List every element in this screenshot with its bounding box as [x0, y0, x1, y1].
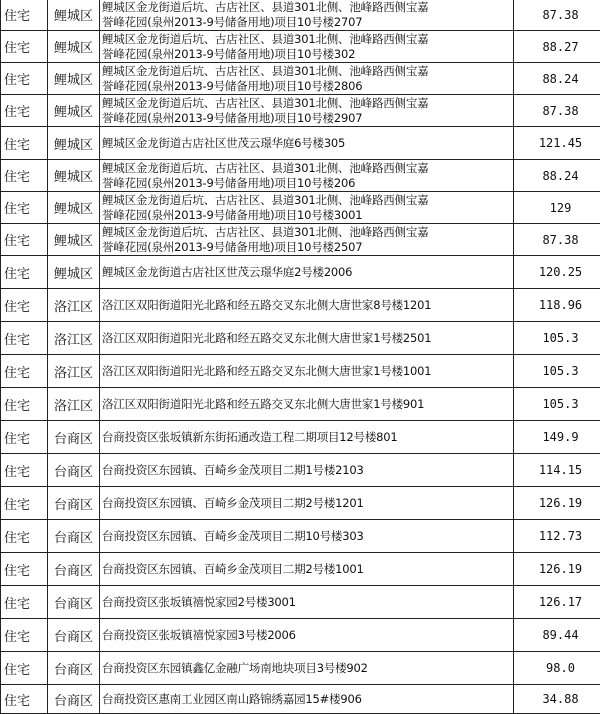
cell-address [100, 322, 514, 355]
cell-type: 住宅 [1, 652, 48, 685]
cell-district: 洛江区 [48, 289, 100, 322]
cell-district: 台商区 [48, 685, 100, 714]
cell-type: 住宅 [1, 586, 48, 619]
table-row [1, 160, 600, 192]
address-line: 誉峰花园(泉州2013-9号储备用地)项目10号楼2507 [102, 240, 513, 255]
cell-area: 88.27 [514, 31, 600, 63]
cell-type: 住宅 [1, 256, 48, 289]
table-row [1, 454, 600, 487]
address-line: 誉峰花园(泉州2013-9号储备用地)项目10号楼2907 [102, 111, 513, 126]
table-row [1, 322, 600, 355]
cell-address [100, 0, 514, 31]
cell-address [100, 553, 514, 586]
cell-type: 住宅 [1, 95, 48, 127]
listing-table-body [1, 0, 600, 714]
cell-address [100, 31, 514, 63]
address-line: 鲤城区金龙街道后坑、古店社区、县道301北侧、池峰路西侧宝嘉 [102, 64, 513, 79]
cell-district: 台商区 [48, 520, 100, 553]
cell-area: 88.24 [514, 63, 600, 95]
address-line: 台商投资区张坂镇新东街拓通改造工程二期项目12号楼801 [102, 430, 513, 445]
cell-type: 住宅 [1, 520, 48, 553]
cell-address [100, 192, 514, 224]
table-row [1, 256, 600, 289]
cell-district: 台商区 [48, 586, 100, 619]
cell-address [100, 388, 514, 421]
cell-address [100, 520, 514, 553]
address-line: 台商投资区东园镇、百崎乡金茂项目二期10号楼303 [102, 529, 513, 544]
address-line: 誉峰花园(泉州2013-9号储备用地)项目10号楼2806 [102, 79, 513, 94]
cell-type: 住宅 [1, 224, 48, 256]
cell-type: 住宅 [1, 160, 48, 192]
table-row [1, 520, 600, 553]
table-row [1, 224, 600, 256]
cell-area: 129 [514, 192, 600, 224]
cell-district: 洛江区 [48, 322, 100, 355]
address-line: 台商投资区东园镇、百崎乡金茂项目二期2号楼1201 [102, 496, 513, 511]
cell-address [100, 586, 514, 619]
address-line: 鲤城区金龙街道后坑、古店社区、县道301北侧、池峰路西侧宝嘉 [102, 96, 513, 111]
cell-district: 洛江区 [48, 355, 100, 388]
cell-type: 住宅 [1, 553, 48, 586]
table-row [1, 553, 600, 586]
cell-type: 住宅 [1, 421, 48, 454]
cell-district: 鲤城区 [48, 192, 100, 224]
cell-area: 87.38 [514, 0, 600, 31]
cell-area: 126.19 [514, 553, 600, 586]
table-row [1, 619, 600, 652]
table-row [1, 127, 600, 160]
address-line: 洛江区双阳街道阳光北路和经五路交叉东北侧大唐世家1号楼901 [102, 397, 513, 412]
cell-area: 114.15 [514, 454, 600, 487]
address-line: 鲤城区金龙街道古店社区世茂云璟华庭2号楼2006 [102, 265, 513, 280]
cell-area: 88.24 [514, 160, 600, 192]
table-row [1, 31, 600, 63]
cell-type: 住宅 [1, 685, 48, 714]
address-line: 洛江区双阳街道阳光北路和经五路交叉东北侧大唐世家1号楼1001 [102, 364, 513, 379]
table-row [1, 95, 600, 127]
cell-district: 鲤城区 [48, 256, 100, 289]
cell-area: 149.9 [514, 421, 600, 454]
cell-district: 台商区 [48, 553, 100, 586]
cell-district: 台商区 [48, 619, 100, 652]
address-line: 洛江区双阳街道阳光北路和经五路交叉东北侧大唐世家1号楼2501 [102, 331, 513, 346]
cell-type: 住宅 [1, 31, 48, 63]
cell-type: 住宅 [1, 388, 48, 421]
cell-district: 鲤城区 [48, 160, 100, 192]
table-row [1, 388, 600, 421]
cell-type: 住宅 [1, 289, 48, 322]
address-line: 鲤城区金龙街道后坑、古店社区、县道301北侧、池峰路西侧宝嘉 [102, 225, 513, 240]
cell-area: 98.0 [514, 652, 600, 685]
cell-district: 洛江区 [48, 388, 100, 421]
cell-address [100, 619, 514, 652]
address-line: 台商投资区张坂镇禧悦家园2号楼3001 [102, 595, 513, 610]
cell-address [100, 421, 514, 454]
cell-type: 住宅 [1, 127, 48, 160]
cell-district: 鲤城区 [48, 127, 100, 160]
address-line: 台商投资区惠南工业园区南山路锦绣嘉园15#楼906 [102, 692, 513, 707]
cell-area: 126.17 [514, 586, 600, 619]
cell-type: 住宅 [1, 322, 48, 355]
address-line: 鲤城区金龙街道古店社区世茂云璟华庭6号楼305 [102, 136, 513, 151]
cell-area: 105.3 [514, 322, 600, 355]
cell-address [100, 127, 514, 160]
cell-address [100, 160, 514, 192]
cell-area: 126.19 [514, 487, 600, 520]
table-row [1, 0, 600, 31]
table-row [1, 652, 600, 685]
address-line: 台商投资区东园镇鑫亿金融广场南地块项目3号楼902 [102, 661, 513, 676]
cell-type: 住宅 [1, 487, 48, 520]
table-row [1, 421, 600, 454]
cell-district: 鲤城区 [48, 0, 100, 31]
table-row [1, 586, 600, 619]
cell-address [100, 685, 514, 714]
address-line: 鲤城区金龙街道后坑、古店社区、县道301北侧、池峰路西侧宝嘉 [102, 32, 513, 47]
cell-area: 87.38 [514, 95, 600, 127]
cell-address [100, 487, 514, 520]
cell-district: 鲤城区 [48, 63, 100, 95]
table-row [1, 289, 600, 322]
address-line: 誉峰花园(泉州2013-9号储备用地)项目10号楼2707 [102, 15, 513, 30]
cell-area: 105.3 [514, 388, 600, 421]
table-row [1, 192, 600, 224]
address-line: 台商投资区东园镇、百崎乡金茂项目二期1号楼2103 [102, 463, 513, 478]
cell-district: 台商区 [48, 421, 100, 454]
address-line: 鲤城区金龙街道后坑、古店社区、县道301北侧、池峰路西侧宝嘉 [102, 193, 513, 208]
cell-address [100, 652, 514, 685]
cell-area: 105.3 [514, 355, 600, 388]
table-row [1, 63, 600, 95]
cell-address [100, 224, 514, 256]
cell-address [100, 355, 514, 388]
cell-area: 87.38 [514, 224, 600, 256]
cell-area: 118.96 [514, 289, 600, 322]
cell-area: 112.73 [514, 520, 600, 553]
cell-district: 台商区 [48, 454, 100, 487]
cell-address [100, 289, 514, 322]
table-row [1, 487, 600, 520]
cell-type: 住宅 [1, 0, 48, 31]
cell-type: 住宅 [1, 619, 48, 652]
cell-address [100, 256, 514, 289]
address-line: 台商投资区张坂镇禧悦家园3号楼2006 [102, 628, 513, 643]
cell-district: 台商区 [48, 487, 100, 520]
cell-district: 台商区 [48, 652, 100, 685]
cell-district: 鲤城区 [48, 95, 100, 127]
cell-area: 34.88 [514, 685, 600, 714]
cell-area: 121.45 [514, 127, 600, 160]
cell-area: 120.25 [514, 256, 600, 289]
cell-district: 鲤城区 [48, 224, 100, 256]
address-line: 誉峰花园(泉州2013-9号储备用地)项目10号楼206 [102, 176, 513, 191]
cell-address [100, 63, 514, 95]
address-line: 誉峰花园(泉州2013-9号储备用地)项目10号楼302 [102, 47, 513, 62]
address-line: 鲤城区金龙街道后坑、古店社区、县道301北侧、池峰路西侧宝嘉 [102, 161, 513, 176]
cell-type: 住宅 [1, 192, 48, 224]
address-line: 鲤城区金龙街道后坑、古店社区、县道301北侧、池峰路西侧宝嘉 [102, 0, 513, 15]
cell-type: 住宅 [1, 355, 48, 388]
address-line: 台商投资区东园镇、百崎乡金茂项目二期2号楼1001 [102, 562, 513, 577]
cell-area: 89.44 [514, 619, 600, 652]
address-line: 誉峰花园(泉州2013-9号储备用地)项目10号楼3001 [102, 208, 513, 223]
table-row [1, 685, 600, 714]
cell-district: 鲤城区 [48, 31, 100, 63]
cell-address [100, 95, 514, 127]
cell-address [100, 454, 514, 487]
table-row [1, 355, 600, 388]
cell-type: 住宅 [1, 63, 48, 95]
address-line: 洛江区双阳街道阳光北路和经五路交叉东北侧大唐世家8号楼1201 [102, 298, 513, 313]
cell-type: 住宅 [1, 454, 48, 487]
